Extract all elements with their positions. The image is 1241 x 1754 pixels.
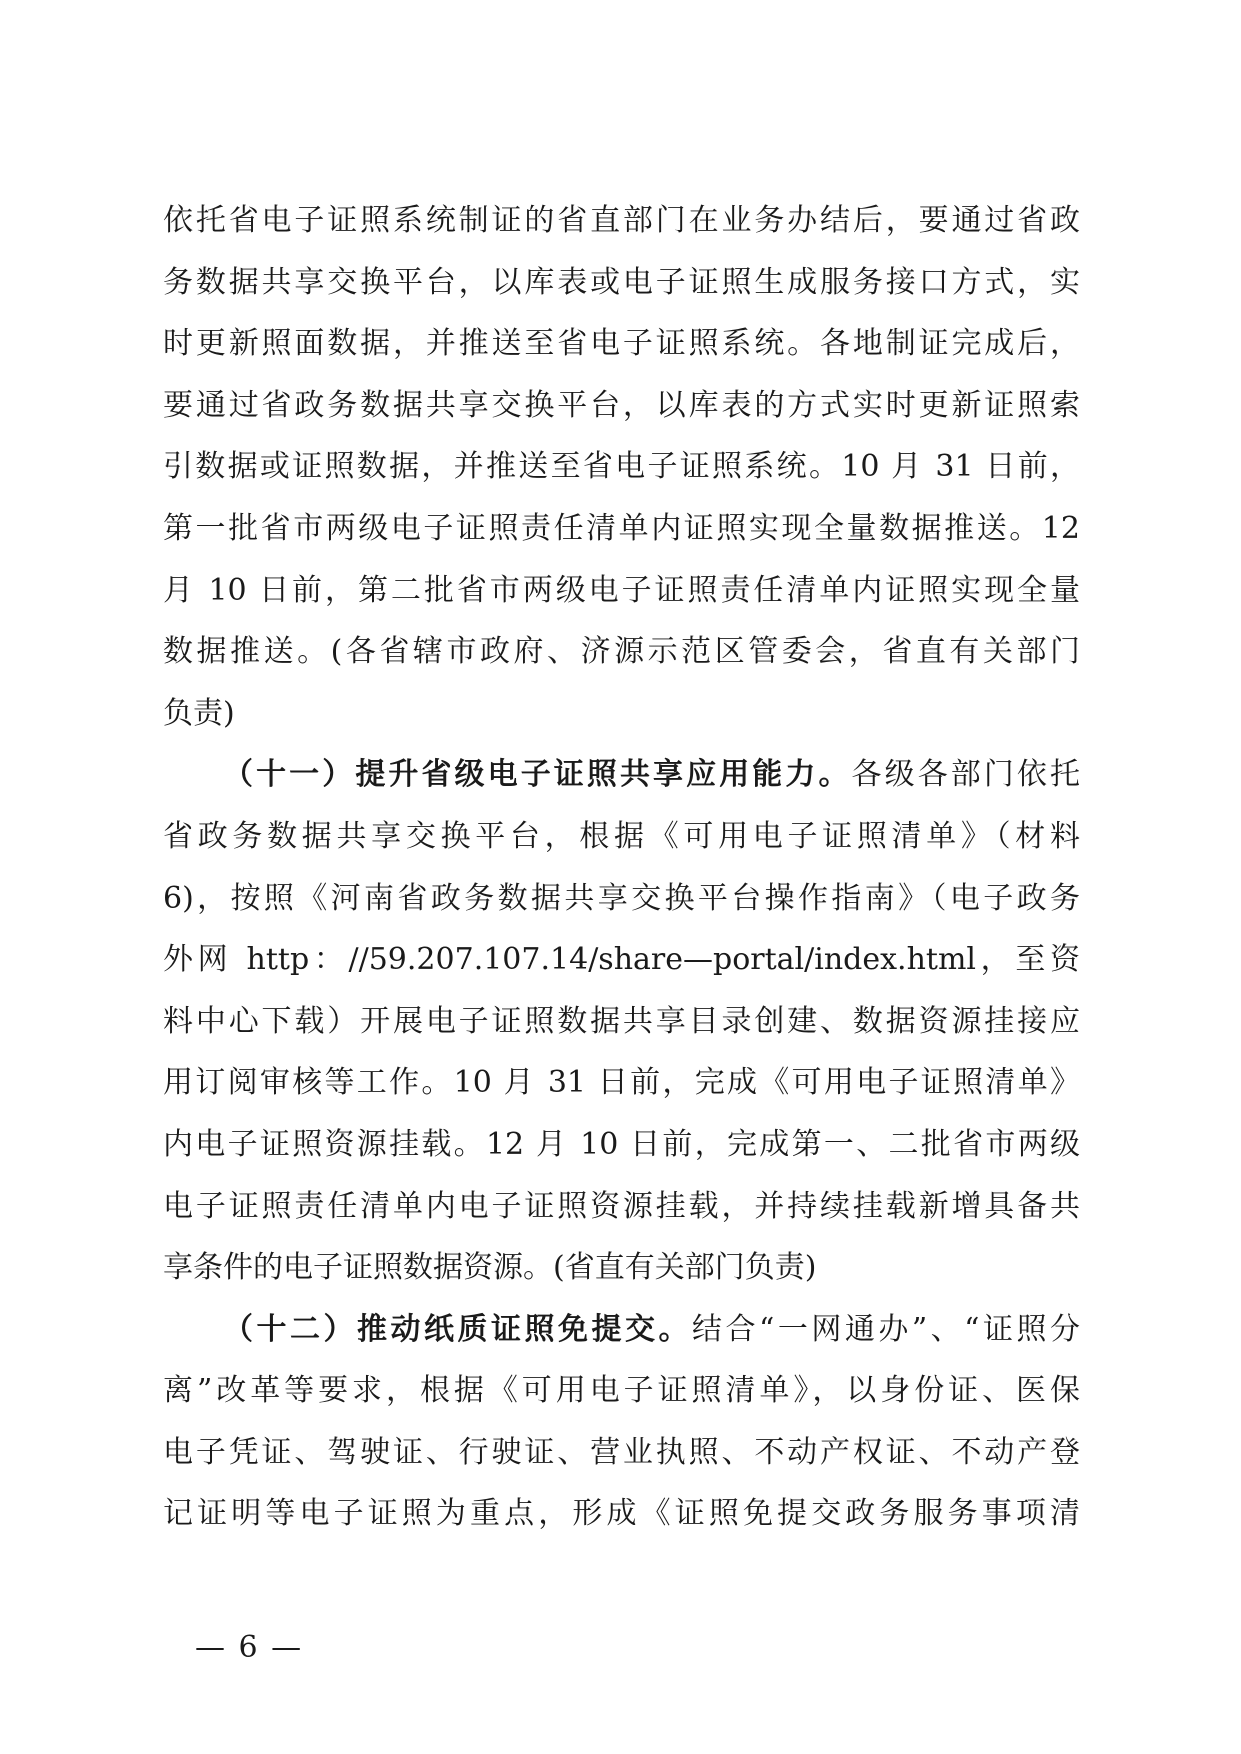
paragraph-first-line (163, 752, 1080, 814)
text-line: 电子凭证、驾驶证、行驶证、营业执照、不动产权证、不动产登 (163, 1434, 1080, 1470)
page-number: — 6 — (195, 1630, 304, 1665)
text-line: 第一批省市两级电子证照责任清单内证照实现全量数据推送。12 (163, 510, 1080, 546)
text-line: 记证明等电子证照为重点，形成《证照免提交政务服务事项清 (163, 1496, 1080, 1532)
text-line: 月 10 日前，第二批省市两级电子证照责任清单内证照实现全量 (163, 572, 1080, 608)
text-line: 引数据或证照数据，并推送至省电子证照系统。10 月 31 日前， (163, 449, 1080, 485)
text-line: 依托省电子证照系统制证的省直部门在业务办结后，要通过省政 (163, 203, 1080, 238)
text-line: 用订阅审核等工作。10 月 31 日前，完成《可用电子证照清单》 (163, 1065, 1080, 1101)
text-line: 内电子证照资源挂载。12 月 10 日前，完成第一、二批省市两级 (163, 1126, 1080, 1162)
section-heading: （十二）推动纸质证照免提交。 (223, 1311, 692, 1347)
text-line: 电子证照责任清单内电子证照资源挂载，并持续挂载新增具备共 (163, 1188, 1080, 1224)
paragraph-1 (163, 198, 1080, 752)
text-line: 务数据共享交换平台，以库表或电子证照生成服务接口方式，实 (163, 264, 1080, 300)
document-body (163, 198, 1080, 1553)
text-line: 享条件的电子证照数据资源。(省直有关部门负责) (163, 1250, 817, 1286)
text-line: 要通过省政务数据共享交换平台，以库表的方式实时更新证照索 (163, 387, 1080, 423)
text-line: 离”改革等要求，根据《可用电子证照清单》，以身份证、医保 (163, 1373, 1080, 1409)
first-line-text: 结合“一网通办”、“证照分 (692, 1311, 1081, 1347)
paragraph-3 (163, 1307, 1080, 1553)
text-line: 料中心下载）开展电子证照数据共享目录创建、数据资源挂接应 (163, 1003, 1080, 1039)
text-line: 时更新照面数据，并推送至省电子证照系统。各地制证完成后， (163, 326, 1080, 362)
paragraph-first-line (163, 1307, 1080, 1369)
text-line: 数据推送。(各省辖市政府、济源示范区管委会，省直有关部门 (163, 634, 1080, 670)
first-line-text: 各级各部门依托 (851, 757, 1081, 793)
text-line: 6)，按照《河南省政务数据共享交换平台操作指南》（电子政务 (163, 880, 1080, 916)
paragraph-2 (163, 752, 1080, 1306)
section-heading: （十一）提升省级电子证照共享应用能力。 (223, 757, 852, 793)
text-line: 省政务数据共享交换平台，根据《可用电子证照清单》（材料 (163, 818, 1080, 854)
text-line: 负责) (163, 695, 235, 731)
text-line: 外网 http：//59.207.107.14/share—portal/index.html，至资 (163, 942, 1080, 978)
